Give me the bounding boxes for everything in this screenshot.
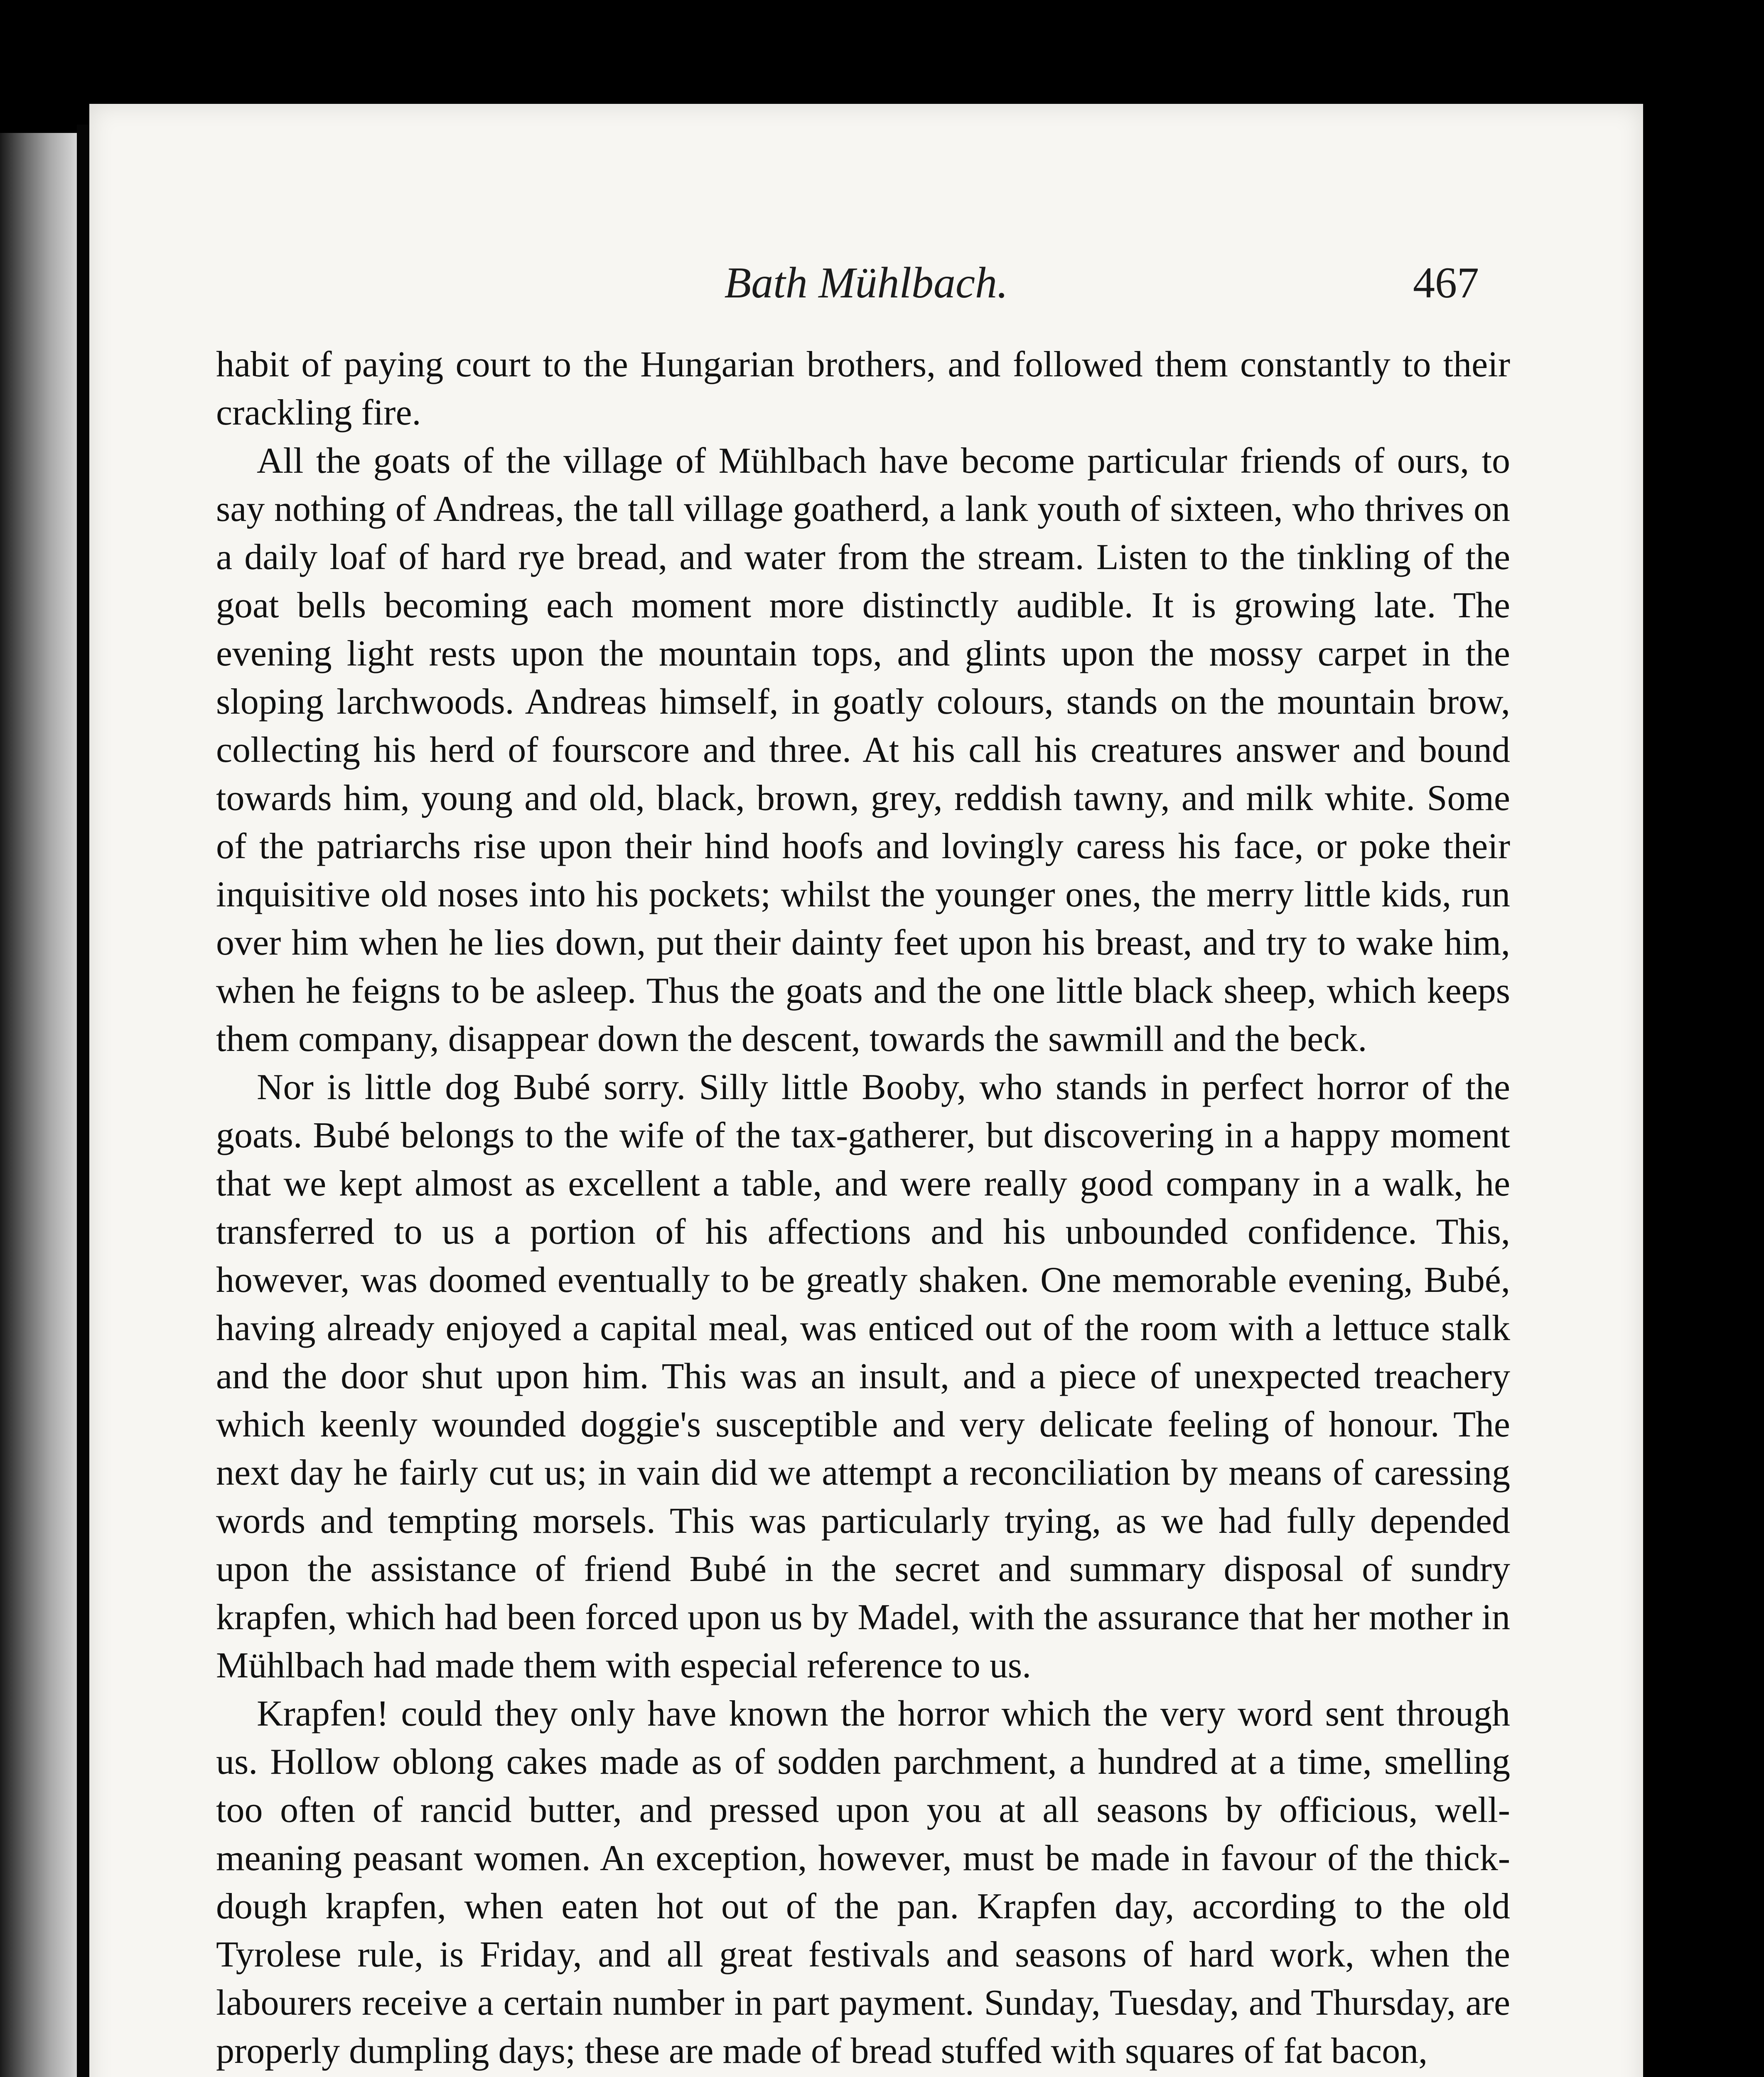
book-page <box>89 104 1643 2077</box>
paragraph-krapfen: Krapfen! could they only have known the horror which the very word sent through us. Hollow oblong cakes made as of sodden parchment, a hundred at a time, smelling too often of rancid butter, and pressed upon you at all seasons by officious, well-meaning peasant women. An exception, however, must be made in favour of the thick-dough krapfen, when eaten hot out of the pan. Krapfen day, according to the old Tyrolese rule, is Friday, and all great festivals and seasons of hard work, when the labourers receive a certain number in part payment. Sunday, Tuesday, and Thursday, are properly dumpling days; these are made of bread stuffed with squares of fat bacon, <box>216 1694 1510 2071</box>
page-number: 467 <box>1413 258 1479 307</box>
paragraph-goats: All the goats of the village of Mühlbach have become particular friends of ours, to say nothing of Andreas, the tall village goatherd, a lank youth of sixteen, who thrives on a daily loaf of hard rye bread, and water from the stream. Listen to the tinkling of the goat bells becoming each moment more distinctly audible. It is growing late. The evening light rests upon the mountain tops, and glints upon the mossy carpet in the sloping larchwoods. Andreas himself, in goatly colours, stands on the mountain brow, collecting his herd of fourscore and three. At his call his creatures answer and bound towards him, young and old, black, brown, grey, reddish tawny, and milk white. Some of the patriarchs rise upon their hind hoofs and lovingly caress his face, or poke their inquisitive old noses into his pockets; whilst the younger ones, the merry little kids, run over him when he lies down, put their dainty feet upon his breast, and try to wake him, when he feigns to be asleep. Thus the goats and the one little black sheep, which keeps them company, disappear down the descent, towards the sawmill and the beck. <box>216 441 1510 1059</box>
running-title: Bath Mühlbach. <box>724 258 1008 307</box>
page-header <box>89 258 1643 341</box>
facing-page-edge <box>0 133 77 2077</box>
paragraph-continuation: habit of paying court to the Hungarian brothers, and followed them constantly to their crackling fire. <box>216 344 1510 433</box>
page-body <box>216 341 1510 2075</box>
paragraph-bube: Nor is little dog Bubé sorry. Silly little Booby, who stands in perfect horror of the goats. Bubé belongs to the wife of the tax-gatherer, but discovering in a happy moment that we kept almost as excellent a table, and were really good company in a walk, he transferred to us a portion of his affections and his unbounded confidence. This, however, was doomed eventually to be greatly shaken. One memorable evening, Bubé, having already enjoyed a capital meal, was enticed out of the room with a lettuce stalk and the door shut upon him. This was an insult, and a piece of unexpected treachery which keenly wounded doggie's susceptible and very delicate feeling of honour. The next day he fairly cut us; in vain did we attempt a reconciliation by means of caressing words and tempting morsels. This was particularly trying, as we had fully depended upon the assistance of friend Bubé in the secret and summary disposal of sundry krapfen, which had been forced upon us by Madel, with the assurance that her mother in Mühlbach had made them with especial reference to us. <box>216 1067 1510 1686</box>
